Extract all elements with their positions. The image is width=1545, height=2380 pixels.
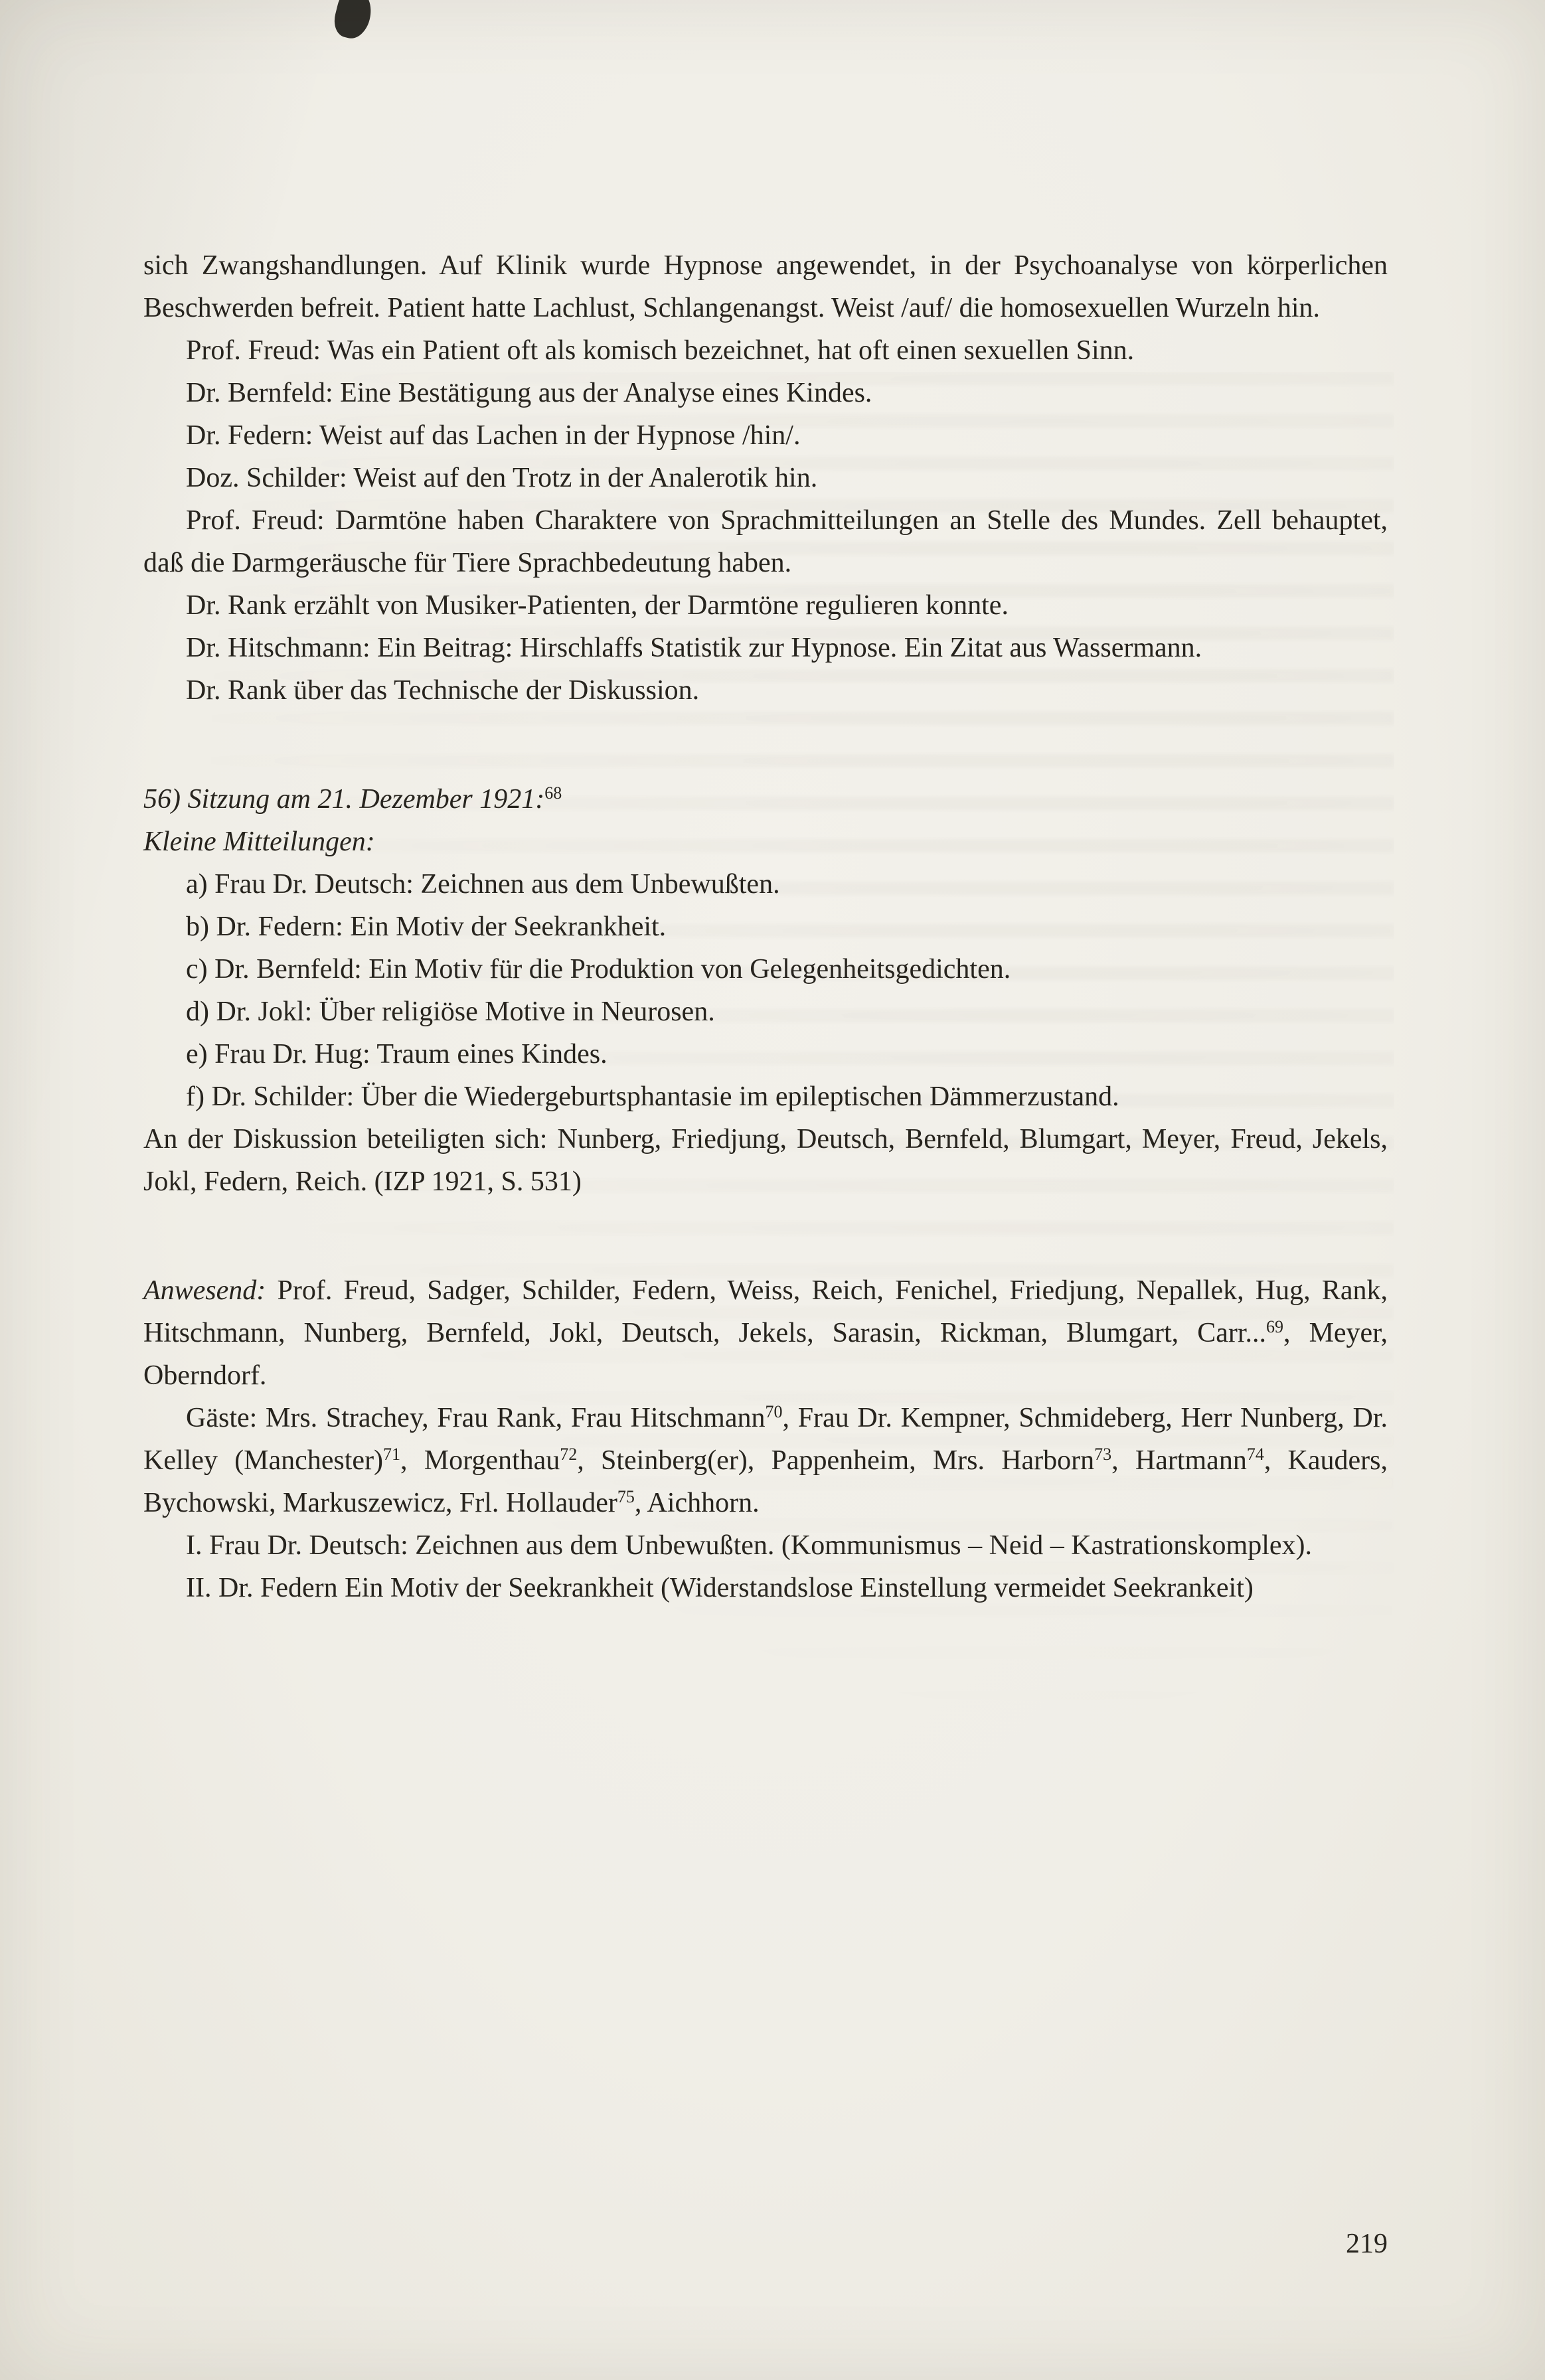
- footnote-marker: 71: [383, 1444, 401, 1464]
- text-run: 56) Sitzung am 21. Dezember 1921:: [143, 784, 545, 815]
- paragraph: [143, 1397, 1388, 1524]
- paragraph: [143, 584, 1388, 627]
- paragraph: [143, 1075, 1388, 1118]
- paragraph: [143, 1033, 1388, 1075]
- footnote-marker: 70: [765, 1401, 783, 1421]
- text-run: Kleine Mitteilungen:: [143, 827, 375, 857]
- text-run: c) Dr. Bernfeld: Ein Motiv für die Produktion von Gelegenheitsgedichten.: [186, 954, 1011, 985]
- paragraph: [143, 499, 1388, 584]
- text-run: , Steinberg(er), Pappenheim, Mrs. Harborn: [577, 1445, 1095, 1476]
- text-run: Prof. Freud, Sadger, Schilder, Federn, Weiss, Reich, Fenichel, Friedjung, Nepallek, Hug, Rank, Hitschmann, Nunberg, Bernfeld, Jokl, Deutsch, Jekels, Sarasin, Rickman, Blumgart, Carr...: [143, 1275, 1388, 1348]
- text-run: Dr. Rank erzählt von Musiker-Patienten, der Darmtöne regulieren konnte.: [186, 590, 1009, 621]
- footnote-marker: 68: [544, 783, 562, 803]
- text-run: Dr. Hitschmann: Ein Beitrag: Hirschlaffs Statistik zur Hypnose. Ein Zitat aus Wassermann.: [186, 633, 1202, 663]
- page-number: 219: [1346, 2229, 1388, 2259]
- paragraph: [143, 1118, 1388, 1203]
- paragraph: [143, 821, 1388, 863]
- text-run: , Kauders, Bychowski, Markuszewicz, Frl. Hollauder: [143, 1445, 1388, 1518]
- text-run: f) Dr. Schilder: Über die Wiedergeburtsphantasie im epileptischen Dämmerzustand.: [186, 1081, 1119, 1112]
- paragraph: [143, 669, 1388, 712]
- footnote-marker: 73: [1094, 1444, 1112, 1464]
- text-run: Gäste: Mrs. Strachey, Frau Rank, Frau Hitschmann: [186, 1403, 766, 1433]
- footnote-marker: 75: [617, 1486, 635, 1506]
- paragraph: [143, 1269, 1388, 1397]
- text-run: sich Zwangshandlungen. Auf Klinik wurde Hypnose angewendet, in der Psychoanalyse von körperlichen Beschwerden befreit. Patient hatte Lachlust, Schlangenangst. Weist /auf/ die homosexuellen Wurzeln hin.: [143, 250, 1388, 323]
- text-run: d) Dr. Jokl: Über religiöse Motive in Neurosen.: [186, 996, 715, 1027]
- paragraph: [143, 1567, 1388, 1609]
- text-run: , Morgenthau: [400, 1445, 560, 1476]
- ink-stain: [331, 0, 376, 42]
- text-run: I. Frau Dr. Deutsch: Zeichnen aus dem Unbewußten. (Kommunismus – Neid – Kastrationskomplex).: [186, 1530, 1313, 1561]
- paragraph: [143, 329, 1388, 372]
- text-run: Dr. Bernfeld: Eine Bestätigung aus der Analyse eines Kindes.: [186, 378, 872, 408]
- text-run: e) Frau Dr. Hug: Traum eines Kindes.: [186, 1039, 608, 1070]
- paragraph: [143, 414, 1388, 457]
- text-run: II. Dr. Federn Ein Motiv der Seekrankheit (Widerstandslose Einstellung vermeidet Seekrankeit): [186, 1573, 1254, 1603]
- text-run: , Aichhorn.: [634, 1488, 760, 1518]
- paragraph: [143, 372, 1388, 414]
- paragraph: [143, 1524, 1388, 1567]
- text-run: An der Diskussion beteiligten sich: Nunberg, Friedjung, Deutsch, Bernfeld, Blumgart, Meyer, Freud, Jekels, Jokl, Federn, Reich. (IZP 1921, S. 531): [143, 1124, 1388, 1197]
- paragraph: [143, 991, 1388, 1033]
- paragraph: [143, 863, 1388, 906]
- paragraph: [143, 457, 1388, 499]
- paragraph: [143, 627, 1388, 669]
- text-run: , Meyer, Oberndorf.: [143, 1318, 1388, 1391]
- footnote-marker: 74: [1246, 1444, 1264, 1464]
- page-text: [143, 244, 1388, 1609]
- paragraph: [143, 244, 1388, 329]
- footnote-marker: 69: [1266, 1316, 1284, 1336]
- text-run: Doz. Schilder: Weist auf den Trotz in der Analerotik hin.: [186, 463, 818, 493]
- text-run: Dr. Federn: Weist auf das Lachen in der Hypnose /hin/.: [186, 420, 801, 451]
- text-run: , Hartmann: [1111, 1445, 1247, 1476]
- text-run: , Frau Dr. Kempner, Schmideberg, Herr Nunberg, Dr. Kelley (Manchester): [143, 1403, 1388, 1476]
- footnote-marker: 72: [560, 1444, 578, 1464]
- text-run: a) Frau Dr. Deutsch: Zeichnen aus dem Unbewußten.: [186, 869, 780, 900]
- text-run: Prof. Freud: Was ein Patient oft als komisch bezeichnet, hat oft einen sexuellen Sinn.: [186, 335, 1135, 366]
- paragraph: [143, 906, 1388, 948]
- paragraph: [143, 778, 1388, 821]
- text-run: Anwesend:: [143, 1275, 266, 1306]
- text-run: b) Dr. Federn: Ein Motiv der Seekrankheit.: [186, 912, 667, 942]
- paragraph: [143, 948, 1388, 991]
- text-run: Prof. Freud: Darmtöne haben Charaktere von Sprachmitteilungen an Stelle des Mundes. Zell behauptet, daß die Darmgeräusche für Tiere Sprachbedeutung haben.: [143, 505, 1388, 578]
- text-run: Dr. Rank über das Technische der Diskussion.: [186, 675, 700, 706]
